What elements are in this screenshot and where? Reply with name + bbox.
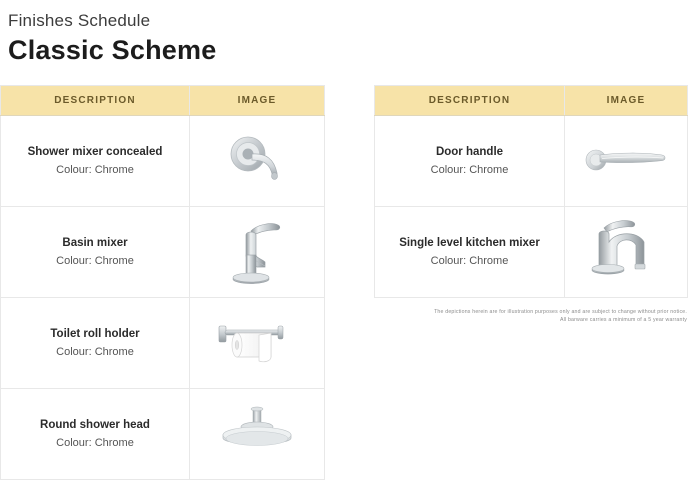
table-header-row [375, 86, 688, 116]
item-name: Single level kitchen mixer [399, 236, 540, 249]
item-colour: Colour: Chrome [56, 436, 134, 449]
round-shower-head-icon [196, 393, 318, 475]
table-row [375, 116, 688, 207]
item-name: Door handle [435, 145, 504, 158]
item-name: Shower mixer concealed [27, 145, 163, 158]
page-title: Classic Scheme [8, 35, 217, 65]
table-row [1, 116, 325, 207]
disclaimer-line-1: The depictions herein are for illustration purposes only and are subject to change without prior notice. [434, 309, 687, 315]
image-cell [565, 116, 688, 207]
schedule-table-right [374, 85, 688, 298]
item-colour: Colour: Chrome [56, 163, 134, 176]
disclaimer [387, 308, 687, 324]
toilet-roll-holder-icon [196, 302, 318, 384]
table-row [375, 207, 688, 298]
item-name: Round shower head [40, 418, 150, 431]
column-header-description: DESCRIPTION [375, 86, 565, 116]
item-colour: Colour: Chrome [56, 345, 134, 358]
left-column [0, 85, 324, 480]
image-cell [190, 207, 325, 298]
description-cell [1, 207, 190, 298]
image-cell [190, 116, 325, 207]
shower-mixer-concealed-icon [196, 120, 318, 202]
table-row [1, 389, 325, 480]
description-cell [1, 298, 190, 389]
description-cell [375, 116, 565, 207]
description-cell [375, 207, 565, 298]
table-row [1, 298, 325, 389]
item-name: Toilet roll holder [50, 327, 140, 340]
item-colour: Colour: Chrome [56, 254, 134, 267]
item-colour: Colour: Chrome [430, 163, 509, 176]
description-cell [1, 116, 190, 207]
image-cell [565, 207, 688, 298]
column-header-image: IMAGE [190, 86, 325, 116]
table-row [1, 207, 325, 298]
page-subtitle: Finishes Schedule [8, 11, 151, 30]
door-handle-icon [571, 120, 681, 202]
table-header-row [1, 86, 325, 116]
image-cell [190, 298, 325, 389]
description-cell [1, 389, 190, 480]
right-column [374, 85, 687, 298]
item-colour: Colour: Chrome [430, 254, 509, 267]
disclaimer-line-2: All barware carries a minimum of a 5 year warranty [559, 317, 687, 323]
item-name: Basin mixer [62, 236, 128, 249]
schedule-columns [0, 85, 700, 480]
column-header-image: IMAGE [565, 86, 688, 116]
page-header [0, 8, 700, 67]
column-header-description: DESCRIPTION [1, 86, 190, 116]
schedule-table-left [0, 85, 325, 480]
kitchen-mixer-icon [571, 211, 681, 293]
basin-mixer-icon [196, 211, 318, 293]
image-cell [190, 389, 325, 480]
